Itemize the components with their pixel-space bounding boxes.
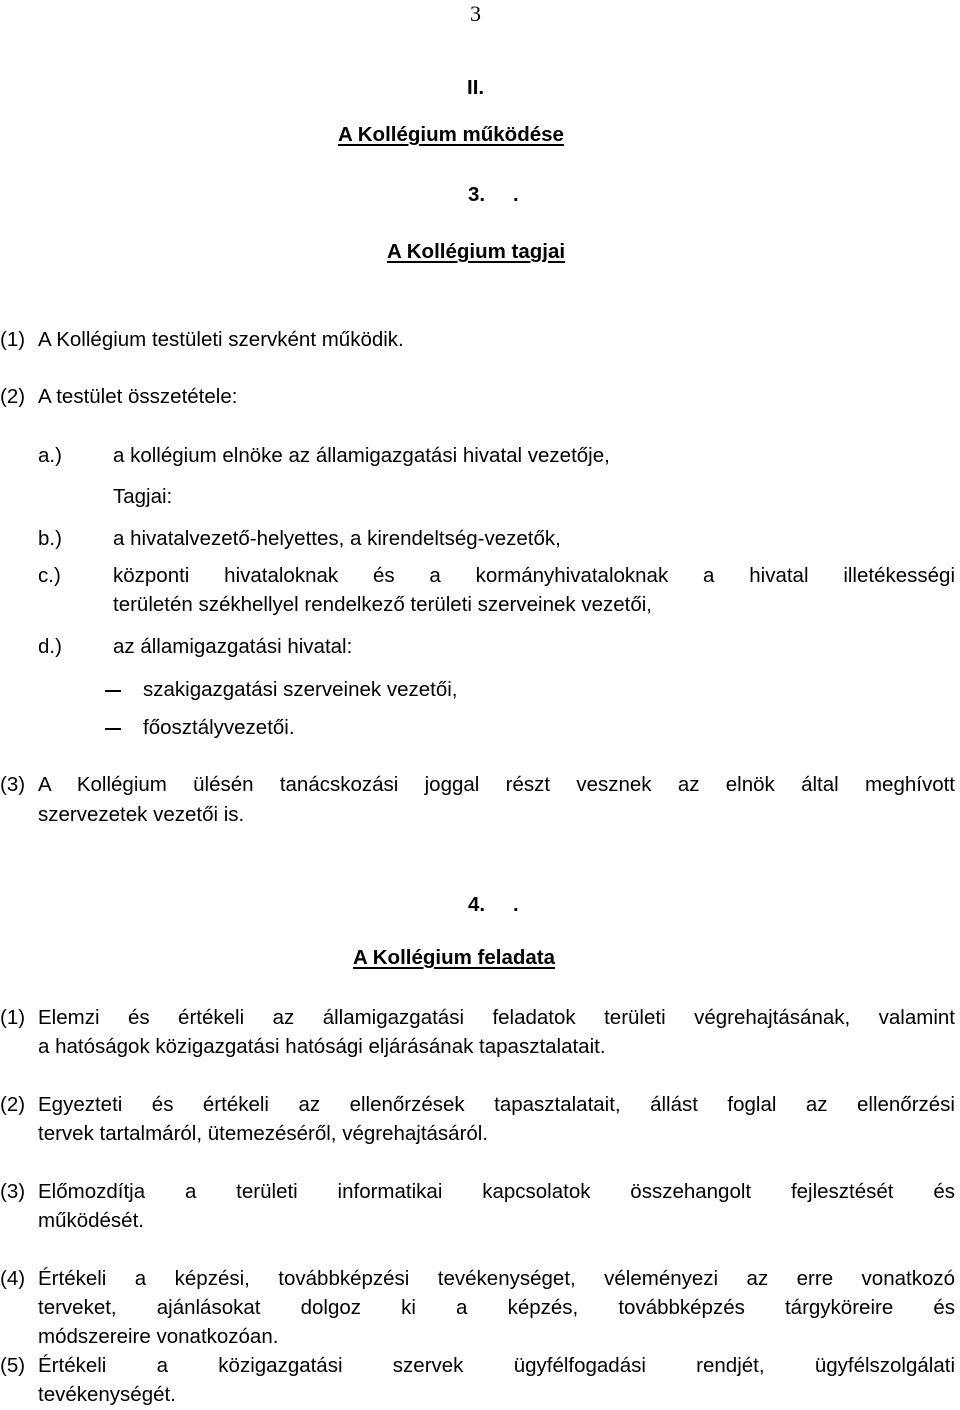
paragraph-label: (4) (0, 1267, 26, 1290)
section-3-number: 3. (468, 183, 486, 206)
paragraph-text: A Kollégium testületi szervként működik. (38, 328, 404, 351)
paragraph-text: tervek tartalmáról, ütemezéséről, végrehajtásáról. (38, 1122, 489, 1145)
paragraph-text: a hatóságok közigazgatási hatósági eljárásának tapasztalatait. (38, 1035, 606, 1058)
paragraph-text: tevékenységét. (38, 1383, 176, 1406)
section-4-mark: . (513, 893, 519, 916)
paragraph-label: (2) (0, 1093, 26, 1116)
paragraph-text: Értékeli a közigazgatási szervek ügyfélfogadási rendjét, ügyfélszolgálati (38, 1354, 955, 1377)
paragraph-text: A testület összetétele: (38, 385, 238, 408)
paragraph-text: A Kollégium ülésén tanácskozási joggal részt vesznek az elnök által meghívott (38, 773, 955, 796)
paragraph-text: Elemzi és értékeli az államigazgatási feladatok területi végrehajtásának, valamint (38, 1006, 955, 1029)
members-heading: Tagjai: (113, 485, 173, 508)
list-item-text: központi hivataloknak és a kormányhivataloknak a hivatal illetékességi (113, 564, 955, 587)
paragraph-text: szervezetek vezetői is. (38, 803, 245, 826)
list-item-label: c.) (38, 564, 61, 587)
chapter-title: A Kollégium működése (338, 123, 564, 146)
section-4-title: A Kollégium feladata (353, 946, 555, 969)
chapter-number: II. (467, 76, 485, 99)
list-item-text: a hivatalvezető-helyettes, a kirendeltség-vezetők, (113, 527, 561, 550)
section-3-title: A Kollégium tagjai (387, 240, 566, 263)
sub-list-item: szakigazgatási szerveinek vezetői, (143, 678, 458, 701)
paragraph-label: (3) (0, 1180, 26, 1203)
paragraph-text: módszereire vonatkozóan. (38, 1325, 279, 1348)
paragraph-label: (2) (0, 385, 26, 408)
paragraph-label: (5) (0, 1354, 26, 1377)
list-item-label: d.) (38, 635, 62, 658)
section-3-mark: . (513, 183, 519, 206)
sub-list-item: főosztályvezetői. (143, 716, 295, 739)
list-item-text: az államigazgatási hivatal: (113, 635, 353, 658)
paragraph-text: Egyezteti és értékeli az ellenőrzések tapasztalatait, állást foglal az ellenőrzési (38, 1093, 955, 1116)
paragraph-text: Értékeli a képzési, továbbképzési tevékenységet, véleményezi az erre vonatkozó (38, 1267, 955, 1290)
list-item-label: b.) (38, 527, 62, 550)
list-item-label: a.) (38, 444, 62, 467)
paragraph-text: Előmozdítja a területi informatikai kapcsolatok összehangolt fejlesztését és (38, 1180, 955, 1203)
paragraph-label: (1) (0, 1006, 26, 1029)
list-item-text: a kollégium elnöke az államigazgatási hivatal vezetője, (113, 444, 610, 467)
paragraph-text: működését. (38, 1209, 144, 1232)
list-item-text: területén székhellyel rendelkező területi szerveinek vezetői, (113, 593, 652, 616)
paragraph-label: (3) (0, 773, 26, 796)
paragraph-label: (1) (0, 328, 26, 351)
paragraph-text: terveket, ajánlásokat dolgoz ki a képzés, továbbképzés tárgyköreire és (38, 1296, 955, 1319)
dash-bullet-icon (105, 728, 121, 730)
page-number: 3 (470, 1, 481, 26)
dash-bullet-icon (105, 690, 121, 692)
section-4-number: 4. (468, 893, 486, 916)
